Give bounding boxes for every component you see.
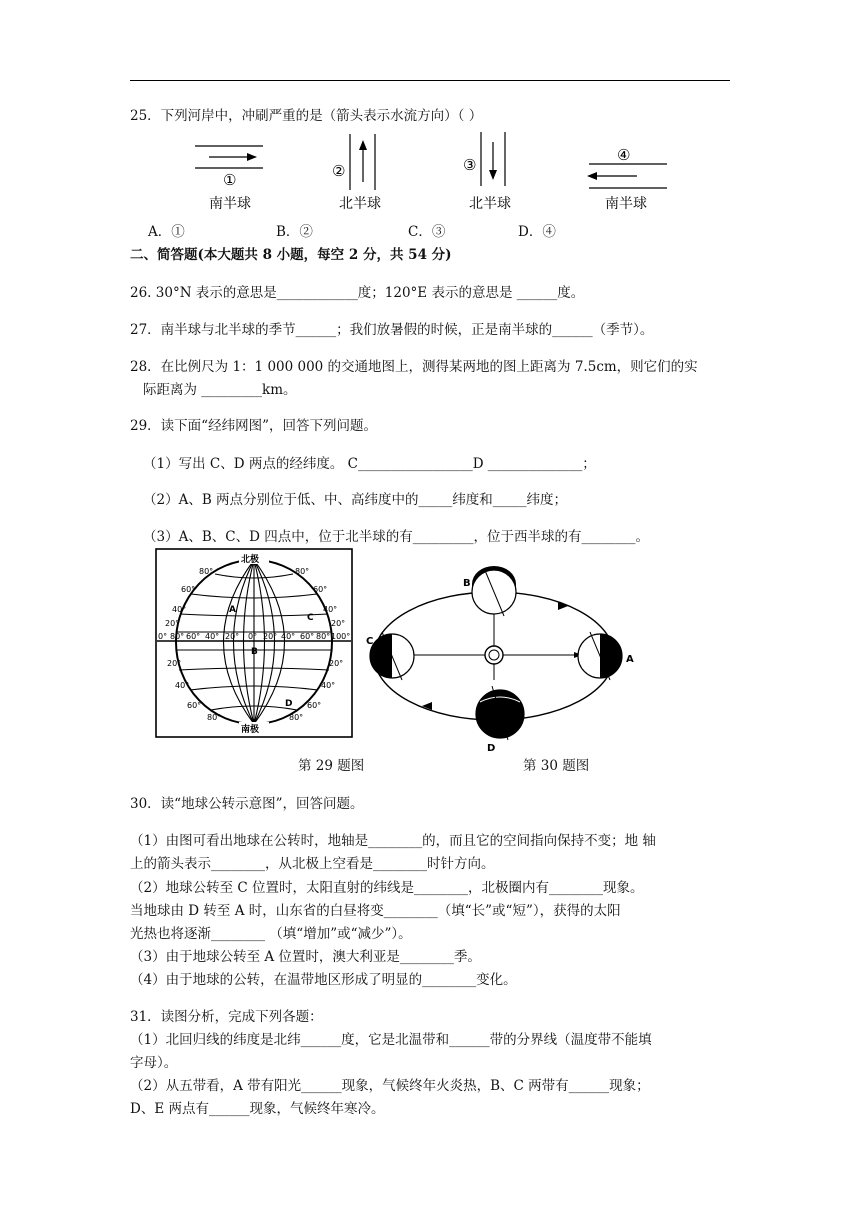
figure-29-graticule: [155, 548, 353, 738]
point-d: D: [285, 699, 293, 709]
river-bank-figure-4: [587, 146, 667, 212]
q31-line4: D、E 两点有______现象，气候终年寒冷。: [130, 1101, 385, 1117]
longitude-labels: [158, 632, 350, 641]
river-bank-figure-3: [463, 132, 511, 212]
q31-line1: （1）北回归线的纬度是北纬______度，它是北温带和______带的分界线（温度带不能填: [130, 1032, 652, 1048]
svg-text:80°: 80°: [207, 713, 222, 722]
q29-stem: 29．读下面“经纬网图”，回答下列问题。: [130, 418, 377, 434]
svg-text:60°: 60°: [186, 632, 201, 641]
q26: 26. 30°N 表示的意思是____________度；120°E 表示的意思是 ______度。: [130, 285, 585, 301]
q29-sub1: （1）写出 C、D 两点的经纬度。 C_________________D ______________；: [143, 456, 596, 472]
header-rule: [130, 80, 730, 81]
svg-text:20°: 20°: [329, 659, 344, 668]
orbit-point-a: A: [626, 654, 634, 665]
option-b: B．②: [276, 224, 313, 240]
svg-text:20°: 20°: [165, 619, 180, 628]
orbit-point-c: C: [366, 636, 374, 647]
svg-text:20°: 20°: [167, 659, 182, 668]
svg-text:20°: 20°: [225, 632, 240, 641]
q25-figures: [185, 130, 685, 214]
q29-sub2: （2）A、B 两点分别位于低、中、高纬度中的_____纬度和_____纬度；: [143, 492, 568, 508]
figure-30-caption: 第 30 题图: [523, 758, 590, 774]
svg-text:60°: 60°: [181, 585, 196, 594]
earth-a-icon: [578, 632, 622, 680]
q27: 27．南半球与北半球的季节______；我们放暑假的时候，正是南半球的______（季节）。: [130, 322, 654, 338]
svg-text:60°: 60°: [313, 585, 328, 594]
q29-sub3: （3）A、B、C、D 四点中，位于北半球的有_________，位于西半球的有________。: [143, 529, 649, 545]
sun-icon: [485, 646, 503, 664]
svg-text:60°: 60°: [187, 701, 202, 710]
hemi-label-2: 北半球: [339, 196, 381, 212]
q30-line7: （4）由于地球的公转，在温带地区形成了明显的________变化。: [130, 972, 517, 988]
q30-stem: 30．读“地球公转示意图”，回答问题。: [130, 796, 364, 812]
q31-stem: 31．读图分析，完成下列各题：: [130, 1009, 323, 1025]
fig-label-2: ②: [332, 162, 346, 180]
q30-line4: 当地球由 D 转至 A 时，山东省的白昼将变________（填“长”或“短”），获得的太阳: [130, 903, 621, 919]
river-bank-figure-1: [195, 146, 263, 212]
section-2-heading: 二、简答题(本大题共 8 小题，每空 2 分，共 54 分): [130, 247, 452, 263]
svg-text:80°: 80°: [295, 567, 310, 576]
q28-line1: 28．在比例尺为 1：1 000 000 的交通地图上，测得某两地的图上距离为 7.5cm，则它们的实: [130, 359, 698, 375]
point-a: A: [229, 605, 236, 615]
svg-text:40°: 40°: [323, 605, 338, 614]
svg-text:20°: 20°: [331, 619, 346, 628]
point-b: B: [251, 647, 258, 657]
svg-text:40°: 40°: [321, 681, 336, 690]
q30-line6: （3）由于地球公转至 A 位置时，澳大利亚是________季。: [130, 949, 481, 965]
south-pole-label: 南极: [241, 725, 260, 735]
earth-d-icon: [476, 686, 524, 740]
q31-line3: （2）从五带看，A 带有阳光______现象，气候终年火炎热，B、C 两带有______现象；: [130, 1078, 650, 1094]
svg-text:80°: 80°: [316, 632, 331, 641]
svg-text:40°: 40°: [175, 681, 190, 690]
q25-stem: 25．下列河岸中，冲刷严重的是（箭头表示水流方向）（ ）: [130, 108, 483, 124]
svg-text:60°: 60°: [300, 632, 315, 641]
svg-text:80°: 80°: [170, 632, 185, 641]
q30-line2: 上的箭头表示________，从北极上空看是________时针方向。: [130, 856, 495, 872]
figure-30-orbit: [362, 562, 652, 752]
q30-line5: 光热也将逐渐________ （填“增加”或“减少”）。: [130, 926, 412, 942]
svg-text:40°: 40°: [281, 632, 296, 641]
svg-text:80°: 80°: [289, 713, 304, 722]
svg-text:0°: 0°: [248, 632, 258, 641]
svg-text:0°: 0°: [158, 632, 168, 641]
q28-line2: 际距离为 _________km。: [143, 382, 297, 398]
hemi-label-4: 南半球: [605, 196, 647, 212]
q30-line1: （1）由图可看出地球在公转时，地轴是________的，而且它的空间指向保持不变；地 轴: [130, 833, 656, 849]
svg-text:100°: 100°: [331, 632, 351, 641]
option-c: C．③: [408, 224, 446, 240]
hemi-label-3: 北半球: [469, 196, 511, 212]
q30-line3: （2）地球公转至 C 位置时，太阳直射的纬线是________，北极圈内有________现象。: [130, 880, 644, 896]
river-bank-figure-2: [332, 134, 381, 212]
latitude-labels: [165, 567, 345, 722]
figure-29-caption: 第 29 题图: [298, 758, 365, 774]
option-d: D．④: [518, 224, 556, 240]
svg-text:60°: 60°: [307, 701, 322, 710]
fig-label-1: ①: [223, 171, 237, 189]
north-pole-label: 北极: [241, 555, 260, 565]
fig-label-4: ④: [617, 146, 631, 164]
svg-text:40°: 40°: [172, 605, 187, 614]
svg-text:20°: 20°: [263, 632, 278, 641]
point-c: C: [307, 613, 314, 623]
svg-text:80°: 80°: [199, 567, 214, 576]
q31-line2: 字母）。: [130, 1055, 178, 1071]
earth-c-icon: [370, 632, 414, 680]
orbit-point-b: B: [463, 578, 471, 589]
svg-text:40°: 40°: [205, 632, 220, 641]
hemi-label-1: 南半球: [209, 196, 251, 212]
orbit-point-d: D: [487, 743, 496, 752]
fig-label-3: ③: [463, 156, 477, 174]
option-a: A．①: [148, 224, 185, 240]
earth-b-icon: [472, 566, 516, 616]
